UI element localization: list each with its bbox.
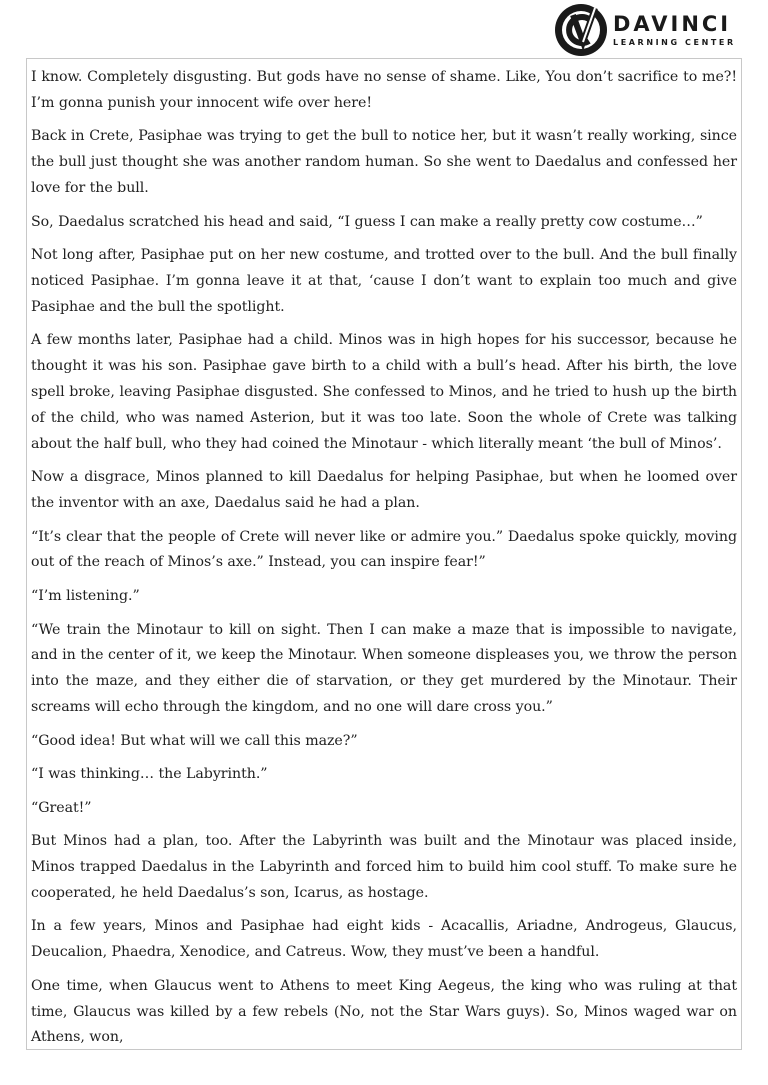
brand-name: DAVINCI [613, 11, 732, 36]
davinci-logo [553, 2, 743, 58]
paragraph: Not long after, Pasiphae put on her new costume, and trotted over to the bull. And the bull finally noticed Pasiphae. I’m gonna leave it at that, ‘cause I don’t want to explain too much and give Pasiphae and the bull the spotlight. [31, 247, 737, 315]
brand-subtitle: LEARNING CENTER [613, 37, 736, 47]
paragraph: “I was thinking… the Labyrinth.” [31, 766, 268, 783]
paragraph: I know. Completely disgusting. But gods have no sense of shame. Like, You don’t sacrifice to me?! I’m gonna punish your innocent wife over here! [31, 69, 737, 111]
paragraph: So, Daedalus scratched his head and said, “I guess I can make a really pretty cow costume…” [31, 213, 703, 230]
document-body [26, 58, 742, 1050]
paragraph: “It’s clear that the people of Crete will never like or admire you.” Daedalus spoke quickly, moving out of the reach of Minos’s axe.” Instead, you can inspire fear!” [31, 528, 737, 571]
paragraph: “Great!” [31, 799, 92, 816]
page-header [0, 0, 768, 60]
paragraph: One time, when Glaucus went to Athens to meet King Aegeus, the king who was ruling at that time, Glaucus was killed by a few rebels (No, not the Star Wars guys). So, Minos waged war on Athens, won, [31, 977, 737, 1046]
paragraph: A few months later, Pasiphae had a child. Minos was in high hopes for his successor, because he thought it was his son. Pasiphae gave birth to a child with a bull’s head. After his birth, the love spell broke, leaving Pasiphae disgusted. She confessed to Minos, and he tried to hush up the birth of the child, who was named Asterion, but it was too late. Soon the whole of Crete was talking about the half bull, who they had coined the Minotaur - which literally meant ‘the bull of Minos’. [31, 332, 737, 452]
paragraph: But Minos had a plan, too. After the Labyrinth was built and the Minotaur was placed inside, Minos trapped Daedalus in the Labyrinth and forced him to build him cool stuff. To make sure he cooperated, he held Daedalus’s son, Icarus, as hostage. [31, 833, 737, 901]
paragraph: “We train the Minotaur to kill on sight. Then I can make a maze that is impossible to navigate, and in the center of it, we keep the Minotaur. When someone displeases you, we throw the person into the maze, and they either die of starvation, or they get murdered by the Minotaur. Their screams will echo through the kingdom, and no one will dare cross you.” [31, 621, 737, 715]
paragraph: “Good idea! But what will we call this maze?” [31, 732, 358, 749]
paragraph: Back in Crete, Pasiphae was trying to get the bull to notice her, but it wasn’t really working, since the bull just thought she was another random human. So she went to Daedalus and confessed her love for the bull. [31, 128, 737, 196]
paragraph: In a few years, Minos and Pasiphae had eight kids - Acacallis, Ariadne, Androgeus, Glaucus, Deucalion, Phaedra, Xenodice, and Catreus. Wow, they must’ve been a handful. [31, 918, 737, 961]
paragraph: Now a disgrace, Minos planned to kill Daedalus for helping Pasiphae, but when he loomed over the inventor with an axe, Daedalus said he had a plan. [31, 469, 737, 511]
paragraph: “I’m listening.” [31, 587, 140, 604]
logo-text [613, 13, 736, 48]
cv-monogram-icon [553, 2, 609, 58]
